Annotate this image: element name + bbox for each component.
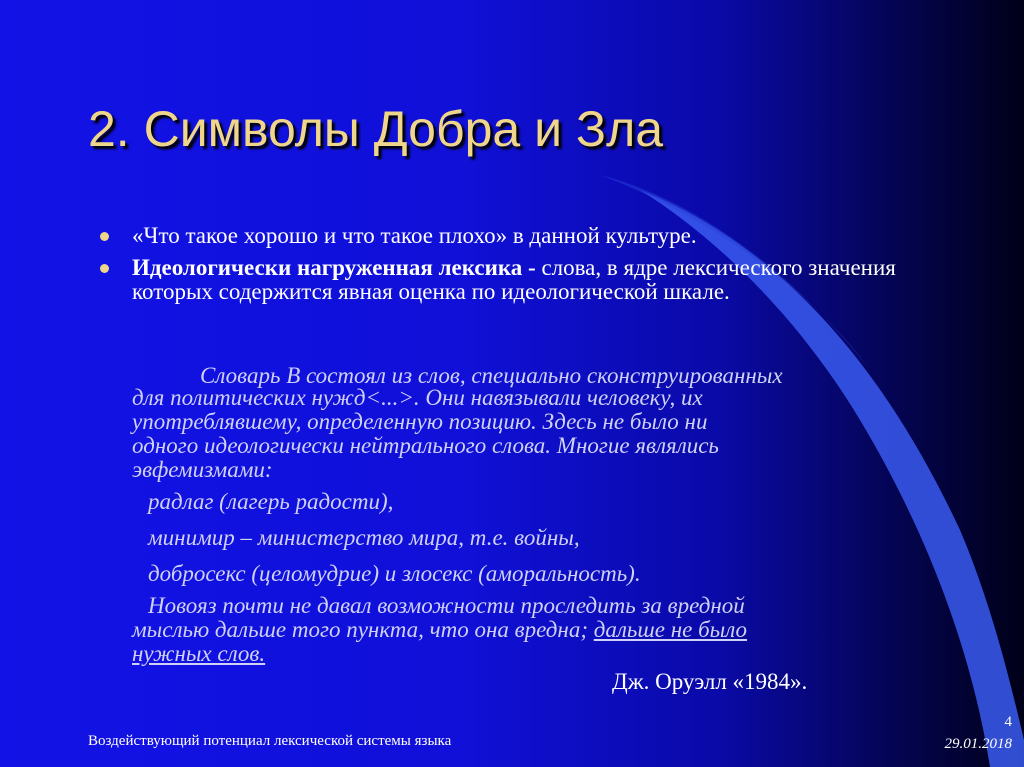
slide-number: 4 — [1004, 714, 1012, 730]
quote-underlined: нужных слов. — [132, 641, 266, 666]
quote-author: Дж. Оруэлл «1984». — [612, 669, 808, 694]
footer-text: Воздействующий потенциал лексической системы языка — [88, 733, 452, 749]
quote-line — [132, 618, 747, 642]
quote-underlined: дальше не было — [593, 617, 748, 642]
slide-date: 29.01.2018 — [944, 736, 1012, 752]
quote-line: одного идеологически нейтрального слова. Многие являлись — [132, 433, 719, 458]
quote-line: добросекс (целомудрие) и злосекс (аморальность). — [148, 561, 641, 586]
slide-title: 2. Символы Добра и Зла — [88, 101, 664, 157]
quote-line: для политических нужд<...>. Они навязывали человеку, их — [132, 385, 703, 410]
bullet-definition: слова, в ядре лексического значения которых содержится явная оценка по идеологической шкале. — [132, 255, 896, 304]
bullet-dot-icon — [100, 232, 109, 241]
quote-line: радлаг (лагерь радости), — [148, 489, 394, 514]
quote-line: эвфемизмами: — [132, 457, 273, 482]
bullet-term: Идеологически нагруженная лексика - — [132, 255, 536, 280]
quote-line: Словарь В состоял из слов, специально сконструированных — [200, 363, 783, 388]
quote-segment: мыслью дальше того пункта, что она вредна; — [132, 617, 588, 642]
bullet-dot-icon — [100, 264, 109, 273]
bullet-text: «Что такое хорошо и что такое плохо» в данной культуре. — [132, 223, 697, 248]
quote-line: употреблявшему, определенную позицию. Здесь не было ни — [132, 409, 708, 434]
quote-line: Новояз почти не давал возможности проследить за вредной — [148, 593, 745, 618]
quote-line: минимир – министерство мира, т.е. войны, — [148, 525, 580, 550]
bullet-text — [132, 256, 912, 304]
